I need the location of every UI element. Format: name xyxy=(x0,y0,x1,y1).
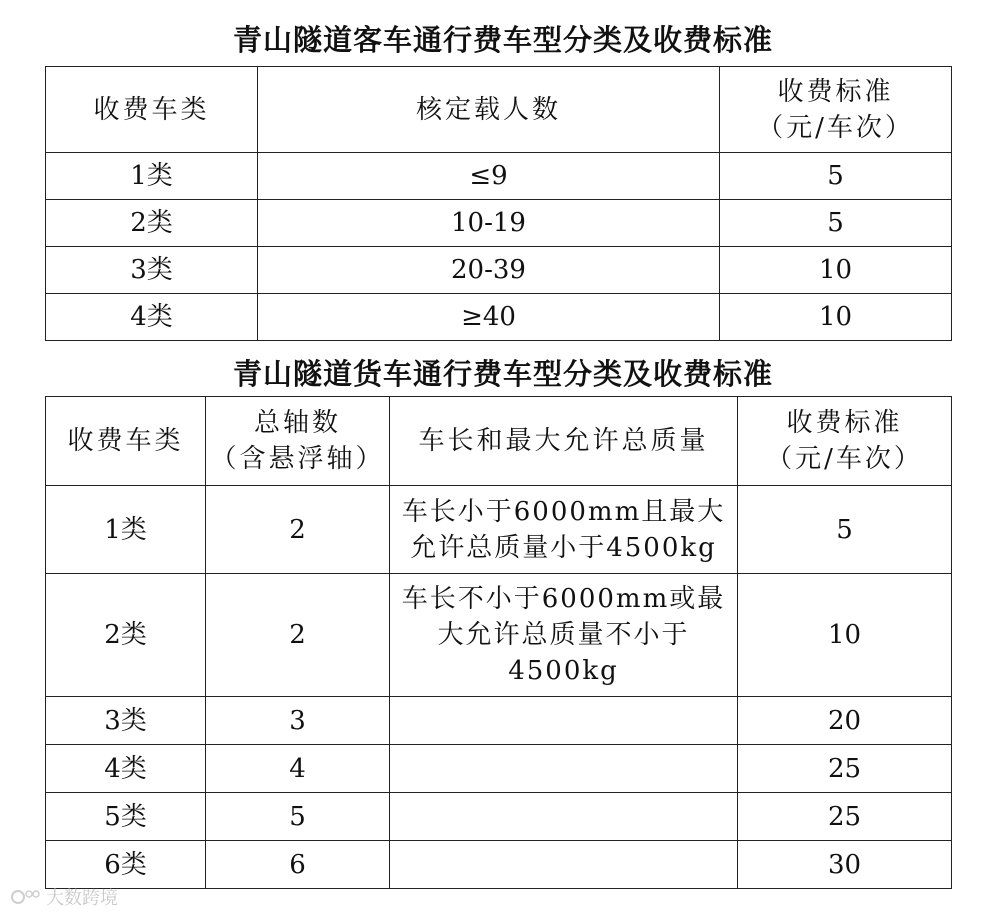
table-row xyxy=(46,153,952,200)
watermark-logo-icon xyxy=(10,887,40,907)
header-fee xyxy=(738,397,952,486)
table-row xyxy=(46,841,952,889)
header-length-mass: 车长和最大允许总质量 xyxy=(390,397,738,486)
fee-cell: 20 xyxy=(738,697,952,745)
desc-line: 车长不小于6000mm或最 xyxy=(401,584,726,614)
fee-cell: 25 xyxy=(738,745,952,793)
class-cell: 2类 xyxy=(46,200,258,247)
header-seats: 核定载人数 xyxy=(258,67,720,153)
watermark-text: 大数跨境 xyxy=(46,888,118,909)
seats-cell: ≤9 xyxy=(258,153,720,200)
fee-cell: 5 xyxy=(720,200,952,247)
class-cell: 4类 xyxy=(46,745,206,793)
axles-cell: 6 xyxy=(206,841,390,889)
fee-cell: 30 xyxy=(738,841,952,889)
table-row xyxy=(46,247,952,294)
class-cell: 4类 xyxy=(46,294,258,341)
seats-cell: 10-19 xyxy=(258,200,720,247)
header-axles-line2: （含悬浮轴） xyxy=(210,444,385,474)
table-row xyxy=(46,486,952,574)
table-row xyxy=(46,793,952,841)
passenger-fee-table xyxy=(45,66,952,341)
axles-cell: 4 xyxy=(206,745,390,793)
desc-line: 4500kg xyxy=(508,656,619,686)
header-fee-line1: 收费标准 xyxy=(786,408,903,438)
fee-cell: 10 xyxy=(738,574,952,697)
desc-cell xyxy=(390,574,738,697)
fee-cell: 5 xyxy=(720,153,952,200)
class-cell: 5类 xyxy=(46,793,206,841)
header-class: 收费车类 xyxy=(46,67,258,153)
desc-cell xyxy=(390,745,738,793)
table-header-row xyxy=(46,67,952,153)
table-header-row xyxy=(46,397,952,486)
class-cell: 3类 xyxy=(46,247,258,294)
class-cell: 2类 xyxy=(46,574,206,697)
class-cell: 1类 xyxy=(46,153,258,200)
desc-line: 车长小于6000mm且最大 xyxy=(401,496,726,527)
header-fee-line2: （元/车次） xyxy=(766,444,923,474)
table-row xyxy=(46,697,952,745)
axles-cell: 2 xyxy=(206,574,390,697)
freight-fee-table xyxy=(45,396,952,889)
fee-cell: 10 xyxy=(720,294,952,341)
fee-cell: 10 xyxy=(720,247,952,294)
header-fee-line2: （元/车次） xyxy=(757,112,914,143)
axles-cell: 5 xyxy=(206,793,390,841)
fee-cell: 25 xyxy=(738,793,952,841)
table-row xyxy=(46,200,952,247)
table-row xyxy=(46,745,952,793)
class-cell: 3类 xyxy=(46,697,206,745)
seats-cell: ≥40 xyxy=(258,294,720,341)
table-row xyxy=(46,574,952,697)
header-class: 收费车类 xyxy=(46,397,206,486)
header-axles xyxy=(206,397,390,486)
freight-table-title: 青山隧道货车通行费车型分类及收费标准 xyxy=(232,357,773,391)
passenger-table-title: 青山隧道客车通行费车型分类及收费标准 xyxy=(232,23,773,57)
desc-cell xyxy=(390,486,738,574)
seats-cell: 20-39 xyxy=(258,247,720,294)
desc-cell xyxy=(390,793,738,841)
axles-cell: 2 xyxy=(206,486,390,574)
fee-cell: 5 xyxy=(738,486,952,574)
class-cell: 1类 xyxy=(46,486,206,574)
desc-line: 允许总质量小于4500kg xyxy=(410,532,717,563)
watermark xyxy=(10,884,118,910)
header-fee-line1: 收费标准 xyxy=(777,76,894,107)
axles-cell: 3 xyxy=(206,697,390,745)
desc-line: 大允许总质量不小于 xyxy=(437,620,690,650)
desc-cell xyxy=(390,841,738,889)
desc-cell xyxy=(390,697,738,745)
header-fee xyxy=(720,67,952,153)
class-cell: 6类 xyxy=(46,841,206,889)
table-row xyxy=(46,294,952,341)
header-axles-line1: 总轴数 xyxy=(253,408,341,438)
